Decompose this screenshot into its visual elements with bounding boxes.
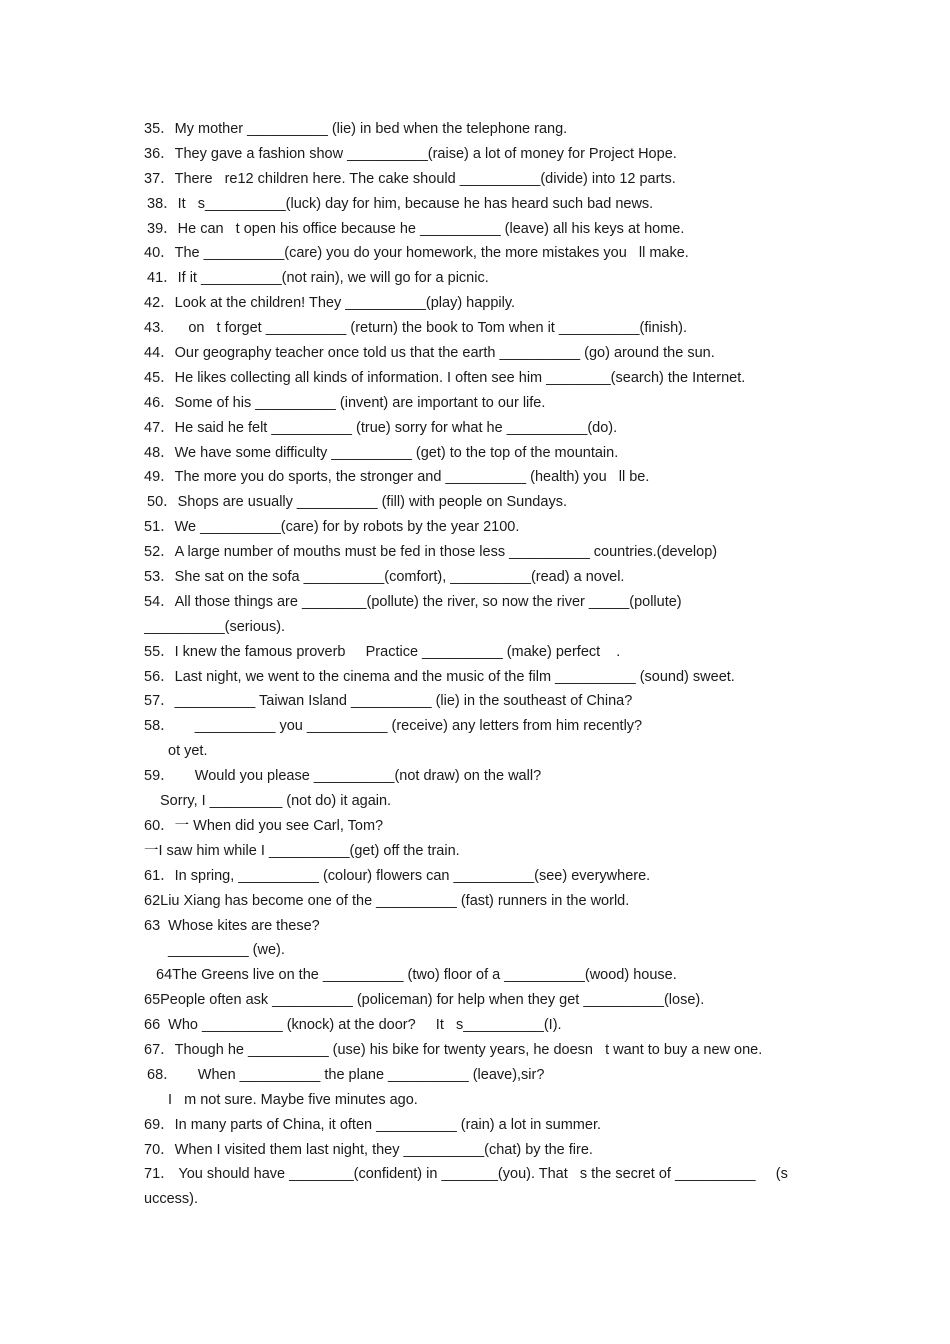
exercise-line: 45．He likes collecting all kinds of information. I often see him ________(search) the Internet. [144, 369, 746, 386]
exercise-line: 36．They gave a fashion show __________(raise) a lot of money for Project Hope. [144, 145, 677, 162]
exercise-line: 65People often ask __________ (policeman) for help when they get __________(lose). [144, 992, 705, 1009]
exercise-line: I m not sure. Maybe five minutes ago. [168, 1091, 418, 1108]
exercise-line: 69．In many parts of China, it often __________ (rain) a lot in summer. [144, 1116, 601, 1133]
exercise-line: ot yet. [168, 743, 208, 760]
exercise-line: 66 Who __________ (knock) at the door? It s__________(I). [144, 1017, 562, 1034]
exercise-line: 47．He said he felt __________ (true) sorry for what he __________(do). [144, 419, 618, 436]
exercise-line: uccess). [144, 1191, 198, 1208]
exercise-line: 39．He can t open his office because he __________ (leave) all his keys at home. [147, 220, 685, 237]
exercise-line: Sorry, I _________ (not do) it again. [160, 793, 392, 810]
exercise-line: 51．We __________(care) for by robots by the year 2100. [144, 519, 520, 536]
exercise-line: 一I saw him while I __________(get) off the train. [144, 842, 460, 859]
exercise-line: 41．If it __________(not rain), we will go for a picnic. [147, 270, 489, 287]
exercise-lines [144, 117, 824, 1212]
exercise-line: 50．Shops are usually __________ (fill) with people on Sundays. [147, 494, 567, 511]
exercise-line: 52．A large number of mouths must be fed in those less __________ countries.(develop) [144, 544, 718, 561]
exercise-line: 53．She sat on the sofa __________(comfort), __________(read) a novel. [144, 569, 625, 586]
exercise-line: 63 Whose kites are these? [144, 917, 320, 934]
exercise-line: 68． When __________ the plane __________ (leave),sir? [147, 1066, 545, 1083]
exercise-line: 44．Our geography teacher once told us that the earth __________ (go) around the sun. [144, 345, 715, 362]
exercise-line: 49．The more you do sports, the stronger and __________ (health) you ll be. [144, 469, 650, 486]
exercise-line: 61．In spring, __________ (colour) flowers can __________(see) everywhere. [144, 867, 651, 884]
exercise-line: 42．Look at the children! They __________(play) happily. [144, 295, 516, 312]
exercise-line: 56．Last night, we went to the cinema and the music of the film __________ (sound) sweet. [144, 668, 735, 685]
exercise-line: __________ (we). [168, 942, 285, 959]
exercise-line: 37．There re12 children here. The cake should __________(divide) into 12 parts. [144, 170, 676, 187]
exercise-line: 59． Would you please __________(not draw) on the wall? [144, 768, 542, 785]
exercise-line: 71． You should have ________(confident) in _______(you). That s the secret of __________ (s [144, 1166, 788, 1183]
exercise-line: 38．It s__________(luck) day for him, because he has heard such bad news. [147, 195, 654, 212]
exercise-line: 54．All those things are ________(pollute) the river, so now the river _____(pollute) [144, 593, 682, 610]
exercise-line: 46．Some of his __________ (invent) are important to our life. [144, 394, 546, 411]
exercise-line: 35．My mother __________ (lie) in bed when the telephone rang. [144, 121, 568, 137]
exercise-line: 57．__________ Taiwan Island __________ (lie) in the southeast of China? [144, 693, 633, 710]
exercise-line: 60．一 When did you see Carl, Tom? [144, 817, 384, 834]
exercise-line: 40．The __________(care) you do your homework, the more mistakes you ll make. [144, 245, 689, 262]
exercise-line: 58． __________ you __________ (receive) any letters from him recently? [144, 718, 643, 735]
exercise-line: 64The Greens live on the __________ (two) floor of a __________(wood) house. [156, 967, 677, 984]
exercise-line: 67．Though he __________ (use) his bike for twenty years, he doesn t want to buy a new one. [144, 1041, 763, 1058]
exercise-line: 70．When I visited them last night, they __________(chat) by the fire. [144, 1141, 593, 1158]
exercise-line: 43. on t forget __________ (return) the book to Tom when it __________(finish). [144, 320, 688, 337]
exercise-line: 55．I knew the famous proverb Practice __________ (make) perfect . [144, 643, 621, 660]
exercise-line: __________(serious). [144, 618, 286, 635]
exercise-line: 62Liu Xiang has become one of the __________ (fast) runners in the world. [144, 892, 630, 909]
exercise-line: 48．We have some difficulty __________ (get) to the top of the mountain. [144, 444, 619, 461]
